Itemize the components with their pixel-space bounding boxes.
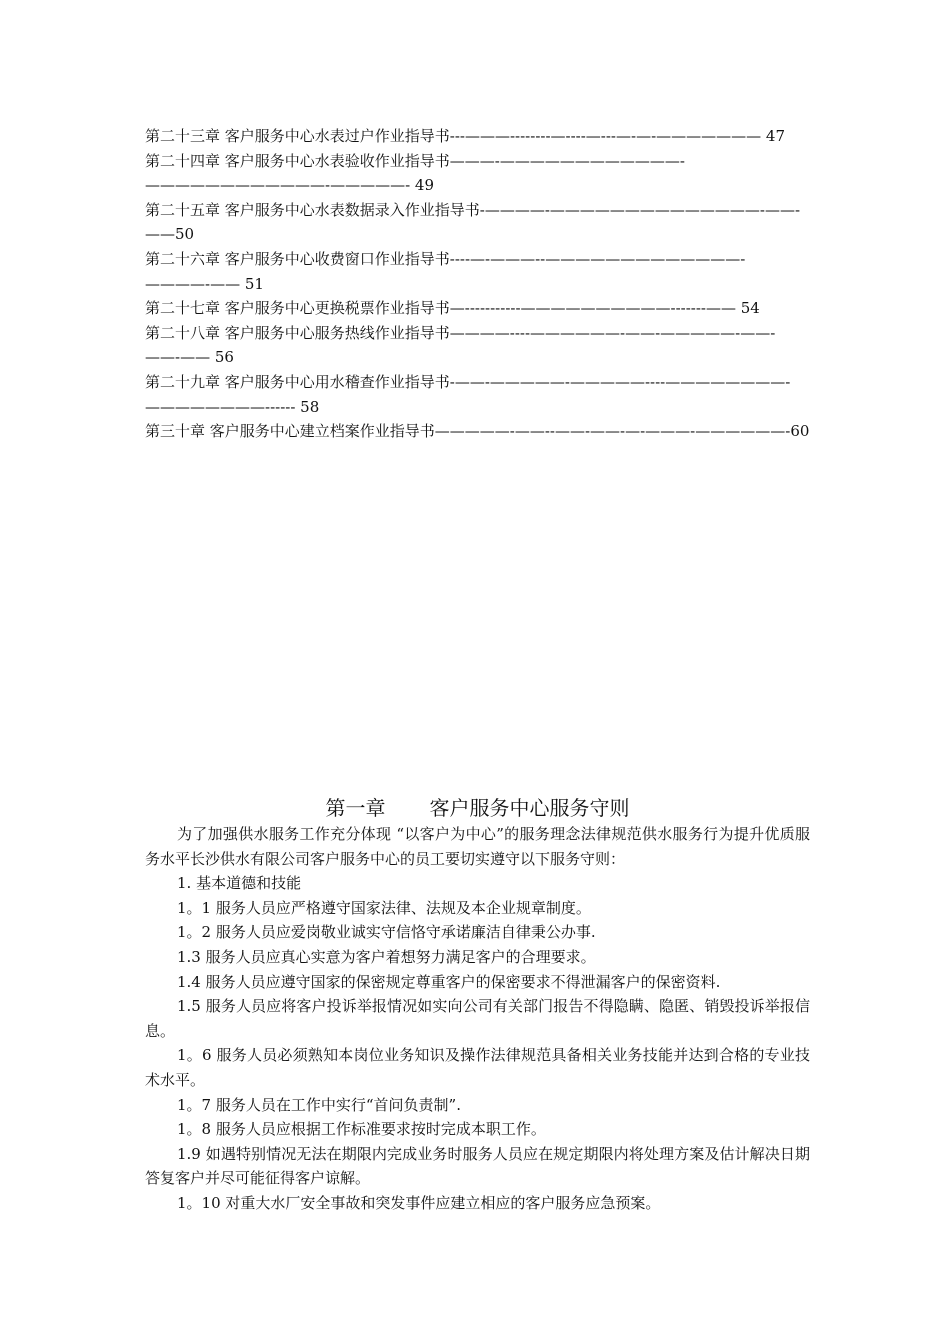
rule-1-1: 1。1 服务人员应严格遵守国家法律、法规及本企业规章制度。 [177,898,591,917]
toc-entry-30[interactable]: 第三十章 客户服务中心建立档案作业指导书—————-——--——-——-—-———-——————-60 [145,422,810,441]
rule-1-5: 1.5 服务人员应将客户投诉举报情况如实向公司有关部门报告不得隐瞒、隐匿、销毁投诉举报信息。 [145,997,810,1040]
rule-1-4: 1.4 服务人员应遵守国家的保密规定尊重客户的保密要求不得泄漏客户的保密资料. [177,972,721,991]
toc-entry-28[interactable]: 第二十八章 客户服务中心服务热线作业指导书————----——————-——-—————-——-——-—— 56 [145,323,776,367]
toc-entry-24[interactable]: 第二十四章 客户服务中心水表验收作业指导书———-————————————-————————————-—————- 49 [145,151,685,195]
rule-1-10: 1。10 对重大水厂安全事故和突发事件应建立相应的客户服务应急预案。 [177,1193,661,1212]
toc-entry-25[interactable]: 第二十五章 客户服务中心水表数据录入作业指导书-————-——————————————-——-——50 [145,200,801,244]
chapter-body [145,822,810,1216]
chapter-heading [145,794,810,822]
rule-1-7: 1。7 服务人员在工作中实行“首问负责制”. [177,1095,461,1114]
toc-entry-29[interactable]: 第二十九章 客户服务中心用水稽查作业指导书-——-—————-—————----————————-————————------ 58 [145,372,791,416]
chapter-title: 客户服务中心服务守则 [429,796,630,820]
table-of-contents [145,124,810,444]
rule-1-9: 1.9 如遇特别情况无法在期限内完成业务时服务人员应在规定期限内将处理方案及估计解决日期答复客户并尽可能征得客户谅解。 [145,1144,810,1188]
chapter-number: 第一章 [325,796,386,820]
rule-1-3: 1.3 服务人员应真心实意为客户着想努力满足客户的合理要求。 [177,947,596,966]
rule-1-6: 1。6 服务人员必须熟知本岗位业务知识及操作法律规范具备相关业务技能并达到合格的专业技术水平。 [145,1046,810,1089]
rule-1-2: 1。2 服务人员应爱岗敬业诚实守信恪守承诺廉洁自律秉公办事. [177,923,596,942]
toc-entry-23[interactable]: 第二十三章 客户服务中心水表过户作业指导书---———--------—----—---—-—-——————— 47 [145,127,785,145]
intro-paragraph: 为了加强供水服务工作充分体现 “以客户为中心”的服务理念法律规范供水服务行为提升优质服务水平长沙供水有限公司客户服务中心的员工要切实遵守以下服务守则： [145,825,810,868]
rule-1-8: 1。8 服务人员应根据工作标准要求按时完成本职工作。 [177,1120,546,1139]
toc-entry-27[interactable]: 第二十七章 客户服务中心更换税票作业指导书—-----------——————————-------—— 54 [145,299,760,318]
toc-entry-26[interactable]: 第二十六章 客户服务中心收费窗口作业指导书----—-———--—————————————-————-—— 51 [145,249,746,293]
section-heading: 1. 基本道德和技能 [177,874,302,893]
